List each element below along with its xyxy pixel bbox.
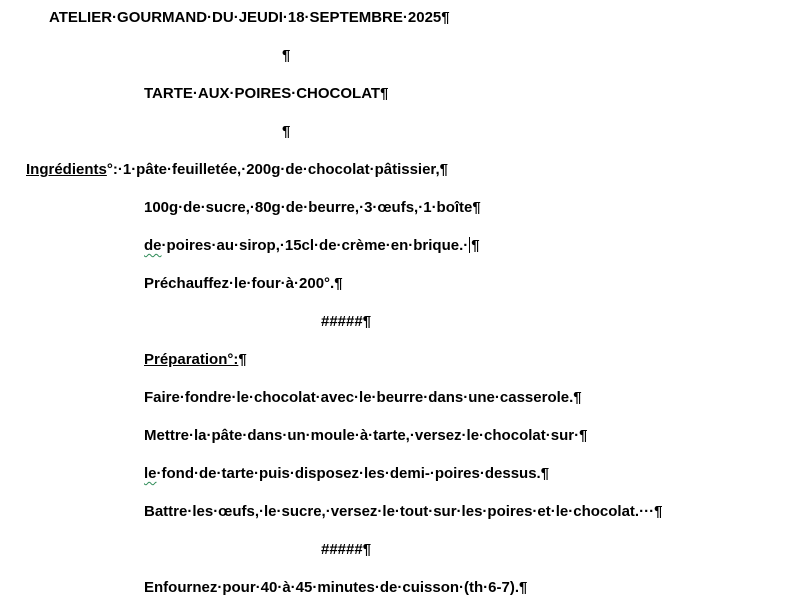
ingredients-line-3 [144,236,480,256]
preheat-instruction: Préchauffez·le·four·à·200°.¶ [144,275,343,292]
document-heading: ATELIER·GOURMAND·DU·JEUDI·18·SEPTEMBRE·2025¶ [49,9,450,26]
ingredients-text: ·poires·au·sirop,·15cl·de·crème·en·brique.· [161,237,469,254]
ingredients-label: Ingrédients [26,161,107,178]
preparation-step-2: Mettre·la·pâte·dans·un·moule·à·tarte,·versez·le·chocolat·sur·¶ [144,427,588,444]
empty-paragraph-mark: ¶ [282,47,291,64]
separator: #####¶ [321,541,372,558]
separator: #####¶ [321,313,372,330]
preparation-step-3 [144,464,549,484]
spellcheck-flagged-word: de [144,237,162,254]
preparation-heading [144,350,247,370]
step-text: ·fond·de·tarte·puis·disposez·les·demi-·poires·dessus.¶ [156,465,550,482]
preparation-step-4: Battre·les·œufs,·le·sucre,·versez·le·tout·sur·les·poires·et·le·chocolat.···¶ [144,503,663,520]
ingredients-line-2: 100g·de·sucre,·80g·de·beurre,·3·œufs,·1·boîte¶ [144,199,481,216]
ingredients-line-1 [26,160,448,180]
preparation-step-1: Faire·fondre·le·chocolat·avec·le·beurre·dans·une·casserole.¶ [144,389,582,406]
spellcheck-flagged-word: le [144,465,157,482]
recipe-title: TARTE·AUX·POIRES·CHOCOLAT¶ [144,85,389,102]
preparation-label: Préparation°: [144,351,239,368]
paragraph-mark: ¶ [471,237,480,254]
preparation-step-5: Enfournez·pour·40·à·45·minutes·de·cuisson·(th·6-7).¶ [144,579,528,596]
ingredients-text: °:·1·pâte·feuilletée,·200g·de·chocolat·pâtissier,¶ [106,161,448,178]
empty-paragraph-mark: ¶ [282,123,291,140]
paragraph-mark: ¶ [238,351,247,368]
